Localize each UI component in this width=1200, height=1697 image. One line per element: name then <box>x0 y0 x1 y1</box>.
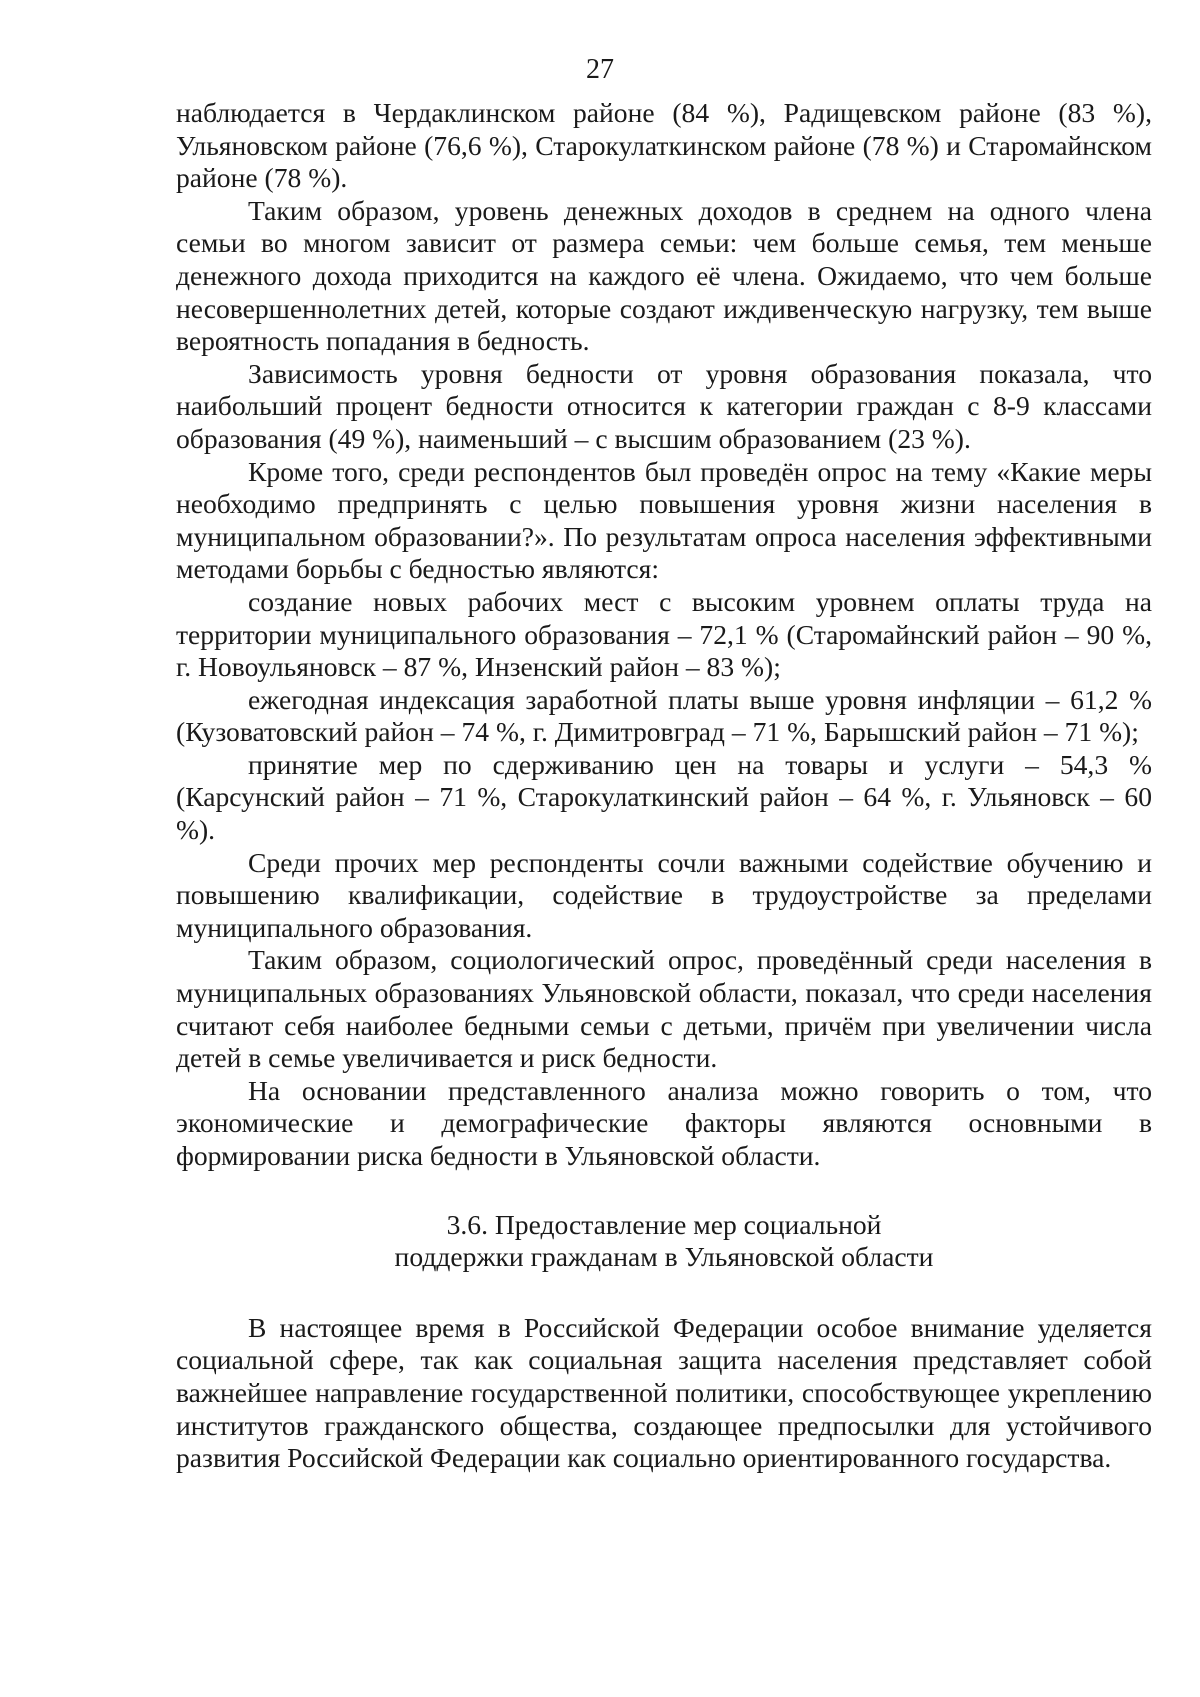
paragraph-education-poverty: Зависимость уровня бедности от уровня образования показала, что наибольший процент бедности относится к категории граждан с 8-9 классами образования (49 %), наименьший – с высшим образованием (23 %). <box>176 357 1152 454</box>
section-heading-line-2: поддержки гражданам в Ульяновской области <box>394 1241 934 1273</box>
document-body <box>176 97 1152 1475</box>
paragraph-other-measures: Среди прочих мер респонденты сочли важными содействие обучению и повышению квалификации, содействие в трудоустройстве за пределами муниципального образования. <box>176 846 1152 943</box>
paragraph-income-family-size: Таким образом, уровень денежных доходов в среднем на одного члена семьи во многом зависит от размера семьи: чем больше семья, тем меньше денежного дохода приходится на каждого её члена. Ожидаемо, что чем больше несовершеннолетних детей, которые создают иждивенческую нагрузку, тем выше вероятность попадания в бедность. <box>176 194 1152 357</box>
paragraph-continuation: наблюдается в Чердаклинском районе (84 %), Радищевском районе (83 %), Ульяновском районе (76,6 %), Старокулаткинском районе (78 %) и Старомайнском районе (78 %). <box>176 97 1152 194</box>
section-heading-line-1: 3.6. Предоставление мер социальной <box>446 1208 882 1240</box>
paragraph-survey-intro: Кроме того, среди респондентов был проведён опрос на тему «Какие меры необходимо предпринять с целью повышения уровня жизни населения в муниципальном образовании?». По результатам опроса населения эффективными методами борьбы с бедностью являются: <box>176 455 1152 585</box>
list-item-new-jobs: создание новых рабочих мест с высоким уровнем оплаты труда на территории муниципального образования – 72,1 % (Старомайнский район – 90 %, г. Новоульяновск – 87 %, Инзенский район – 83 %); <box>176 585 1152 683</box>
paragraph-social-support: В настоящее время в Российской Федерации особое внимание уделяется социальной сфере, так как социальная защита населения представляет собой важнейшее направление государственной политики, способствующее укреплению институтов гражданского общества, создающее предпосылки для устойчивого развития Российской Федерации как социально ориентированного государства. <box>176 1311 1152 1474</box>
list-item-price-control: принятие мер по сдерживанию цен на товары и услуги – 54,3 % (Карсунский район – 71 %, Старокулаткинский район – 64 %, г. Ульяновск – 60 %). <box>176 748 1152 846</box>
paragraph-analysis-conclusion: На основании представленного анализа можно говорить о том, что экономические и демографические факторы являются основными в формировании риска бедности в Ульяновской области. <box>176 1074 1152 1171</box>
section-heading <box>176 1209 1152 1274</box>
page-number: 27 <box>586 54 614 85</box>
paragraph-survey-conclusion: Таким образом, социологический опрос, проведённый среди населения в муниципальных образованиях Ульяновской области, показал, что среди населения считают себя наиболее бедными семьи с детьми, причём при увеличении числа детей в семье увеличивается и риск бедности. <box>176 944 1152 1074</box>
list-item-wage-indexation: ежегодная индексация заработной платы выше уровня инфляции – 61,2 % (Кузоватовский район – 74 %, г. Димитровград – 71 %, Барышский район – 71 %); <box>176 683 1152 748</box>
